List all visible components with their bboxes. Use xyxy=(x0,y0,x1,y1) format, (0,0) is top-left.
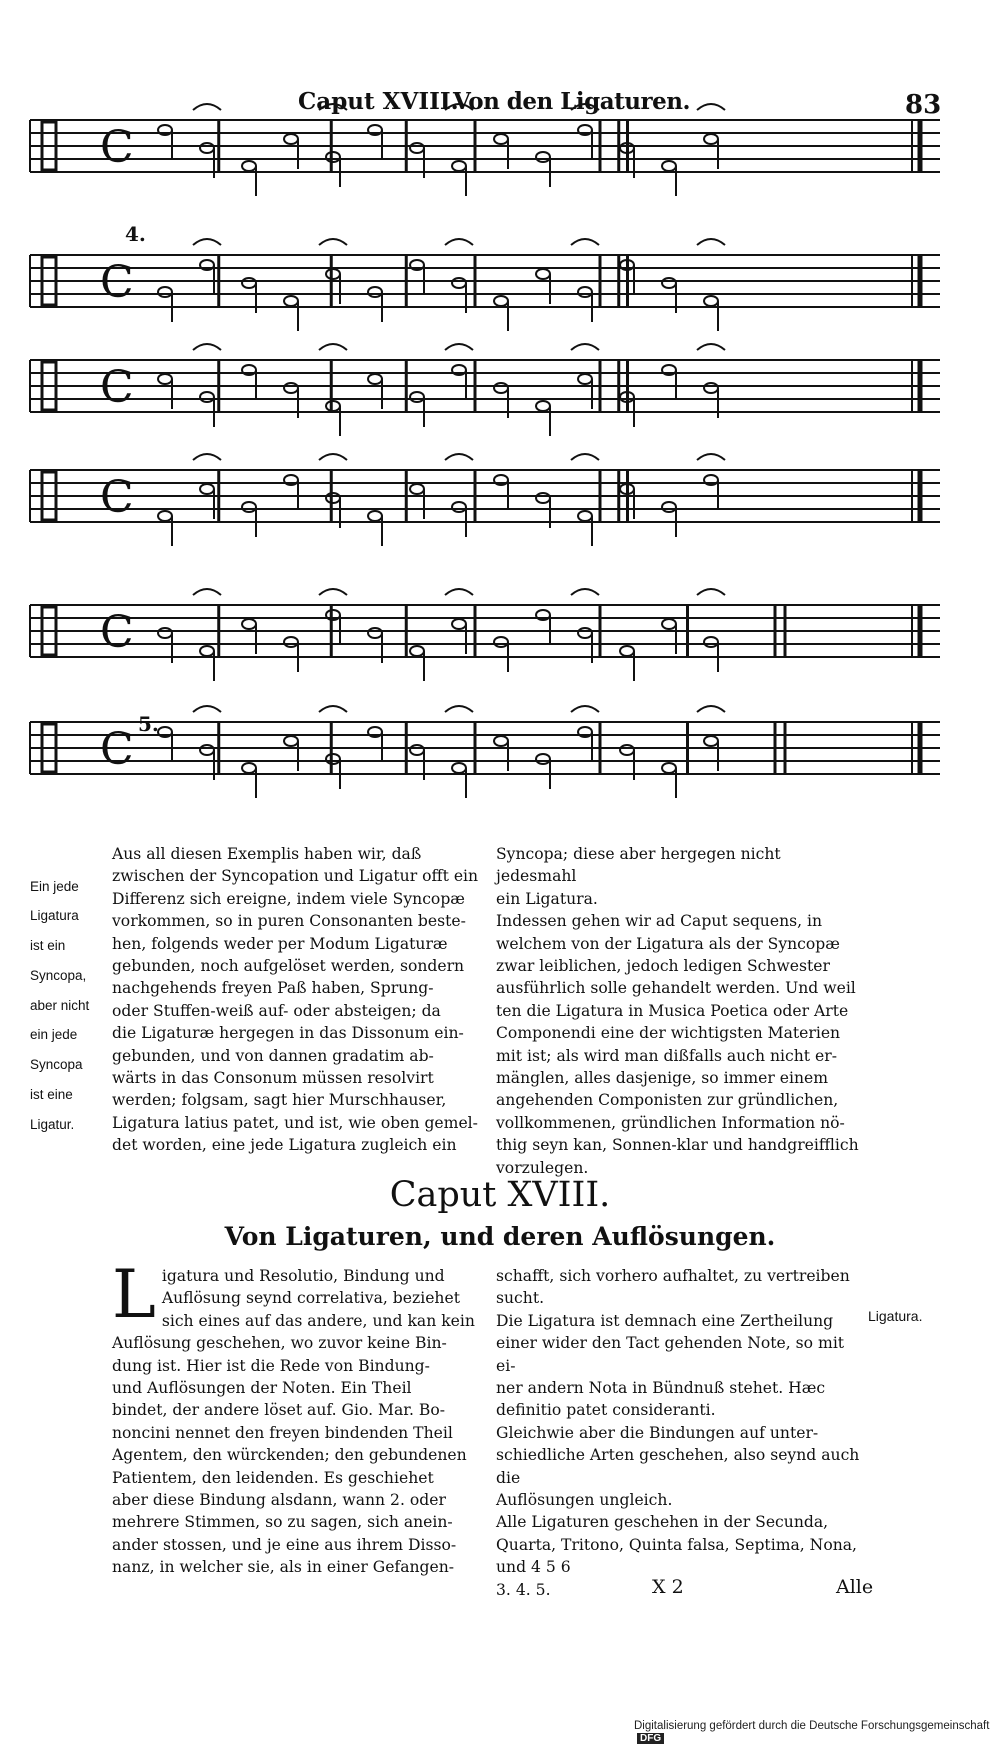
note-head xyxy=(242,278,256,288)
text-column-left xyxy=(112,843,482,1157)
text-line: noncini nennet den freyen bindenden Theil xyxy=(112,1423,453,1442)
tie-arc xyxy=(319,239,347,245)
text-line: bindet, der andere löset auf. Gio. Mar. Bo- xyxy=(112,1401,446,1420)
example-5-label: 5. xyxy=(138,712,159,736)
note-head xyxy=(368,628,382,638)
note-head xyxy=(662,763,676,773)
note-head xyxy=(452,502,466,512)
note-head xyxy=(410,745,424,755)
time-signature-icon: C xyxy=(100,472,134,523)
tie-arc xyxy=(697,344,725,350)
margin-note-line: ist eine xyxy=(30,1087,73,1103)
tie-arc xyxy=(571,706,599,712)
text-line: Die Ligatura ist demnach eine Zertheilung xyxy=(496,1311,834,1330)
tie-arc xyxy=(571,589,599,595)
note-head xyxy=(704,134,718,144)
text-line: einer wider den Tact gehenden Note, so mit ei- xyxy=(496,1334,845,1375)
text-line: schafft, sich vorhero aufhaltet, zu vertreiben xyxy=(496,1267,850,1285)
tie-arc xyxy=(571,454,599,460)
text-line: die Ligaturæ hergegen in das Dissonum ein- xyxy=(112,1024,464,1043)
note-head xyxy=(326,754,340,764)
text-line: Differenz sich ereigne, indem viele Syncopæ xyxy=(112,889,465,908)
text-line: Componendi eine der wichtigsten Materien xyxy=(496,1024,841,1043)
note-head xyxy=(200,745,214,755)
note-head xyxy=(284,383,298,393)
text-line: mit ist; als wird man dißfalls auch nicht er- xyxy=(496,1046,837,1065)
margin-note-line: Syncopa, xyxy=(30,967,87,983)
text-line: Alle Ligaturen geschehen in der Secunda, xyxy=(496,1513,829,1532)
text-line: wärts in das Consonum müssen resolvirt xyxy=(112,1069,434,1088)
tie-arc xyxy=(697,589,725,595)
note-head xyxy=(704,637,718,647)
text-line: oder Stuffen-weiß auf- oder absteigen; da xyxy=(112,1001,441,1020)
note-head xyxy=(536,401,550,411)
note-head xyxy=(662,619,676,629)
tie-arc xyxy=(319,454,347,460)
running-header-title: Von den Ligaturen. xyxy=(453,88,690,115)
chapter-subtitle: Von Ligaturen, und deren Auflösungen. xyxy=(224,1222,776,1251)
text-line: 3. 4. 5. xyxy=(496,1580,551,1599)
text-line: schiedliche Arten geschehen, also seynd auch die xyxy=(496,1446,860,1487)
text-line: Auflösung geschehen, wo zuvor keine Bin- xyxy=(112,1334,447,1353)
text-line: hen, folgends weder per Modum Ligaturæ xyxy=(112,934,448,953)
note-head xyxy=(284,637,298,647)
tie-arc xyxy=(193,239,221,245)
tie-arc xyxy=(319,706,347,712)
time-signature-icon: C xyxy=(100,724,134,775)
note-head xyxy=(578,628,592,638)
note-head xyxy=(200,646,214,656)
text-line: mehrere Stimmen, so zu sagen, sich anein- xyxy=(112,1513,453,1532)
tie-arc xyxy=(445,454,473,460)
text-line: thig seyn kan, Sonnen-klar und handgreifflich xyxy=(496,1136,859,1155)
text-line: ner andern Nota in Bündnuß stehet. Hæc xyxy=(496,1379,826,1398)
text-line: ausführlich solle gehandelt werden. Und weil xyxy=(496,979,856,998)
tie-arc xyxy=(445,104,473,110)
text-line: vorkommen, so in puren Consonanten beste- xyxy=(112,912,466,931)
text-line: und Auflösungen der Noten. Ein Theil xyxy=(112,1379,412,1398)
note-head xyxy=(536,754,550,764)
tie-arc xyxy=(319,344,347,350)
note-head xyxy=(242,161,256,171)
text-line: und 4 5 6 xyxy=(496,1558,571,1577)
note-head xyxy=(578,511,592,521)
tie-arc xyxy=(697,239,725,245)
note-head xyxy=(242,763,256,773)
text-line: Aus all diesen Exemplis haben wir, daß xyxy=(112,845,422,863)
text-line: werden; folgsam, sagt hier Murschhauser, xyxy=(112,1091,447,1110)
tie-arc xyxy=(193,344,221,350)
tie-arc xyxy=(571,344,599,350)
tie-arc xyxy=(193,104,221,110)
time-signature-icon: C xyxy=(100,607,134,658)
signature-mark: X 2 xyxy=(652,1576,684,1598)
note-head xyxy=(494,296,508,306)
catchword: Alle xyxy=(836,1576,874,1598)
note-head xyxy=(494,736,508,746)
note-head xyxy=(452,161,466,171)
margin-note-line: aber nicht xyxy=(30,997,90,1013)
text-column-right xyxy=(496,843,866,1179)
margin-note-line: ist ein xyxy=(30,938,66,954)
tie-arc xyxy=(445,706,473,712)
note-head xyxy=(158,287,172,297)
note-head xyxy=(578,287,592,297)
text-line: vorzulegen. xyxy=(496,1158,589,1177)
tie-arc xyxy=(193,589,221,595)
text-line: angehenden Componisten zur gründlichen, xyxy=(496,1091,839,1110)
note-head xyxy=(200,484,214,494)
dfg-logo: DFG xyxy=(637,1733,664,1744)
time-signature-icon: C xyxy=(100,362,134,413)
text-line: gebunden, und von dannen gradatim ab- xyxy=(112,1046,434,1065)
tie-arc xyxy=(445,589,473,595)
note-head xyxy=(368,511,382,521)
text-line: Agentem, den würckenden; den gebundenen xyxy=(112,1446,467,1465)
note-head xyxy=(326,493,340,503)
note-head xyxy=(536,493,550,503)
tie-arc xyxy=(319,104,347,110)
note-head xyxy=(452,619,466,629)
note-head xyxy=(158,511,172,521)
text-line: Auflösung seynd correlativa, beziehet xyxy=(161,1289,460,1308)
tie-arc xyxy=(571,239,599,245)
tie-arc xyxy=(571,104,599,110)
text-line: nachgehends freyen Paß haben, Sprung- xyxy=(112,979,434,998)
note-head xyxy=(578,374,592,384)
text-line: mänglen, alles dasjenige, so immer einem xyxy=(496,1069,829,1088)
running-header-chapter: Caput XVIII. xyxy=(298,88,459,115)
text-line: Ligatura latius patet, und ist, wie oben gemel- xyxy=(112,1113,478,1132)
note-head xyxy=(368,287,382,297)
tie-arc xyxy=(697,706,725,712)
note-head xyxy=(452,763,466,773)
note-head xyxy=(368,374,382,384)
note-head xyxy=(704,296,718,306)
text-line: sich eines auf das andere, und kan kein xyxy=(161,1311,475,1330)
chapter-left-text xyxy=(112,1256,482,1579)
note-head xyxy=(704,736,718,746)
page-number: 83 xyxy=(905,90,942,120)
example-4-label: 4. xyxy=(125,222,146,246)
text-line: ten die Ligatura in Musica Poetica oder Arte xyxy=(496,1001,849,1020)
note-head xyxy=(158,374,172,384)
text-line: Patientem, den leidenden. Es geschiehet xyxy=(112,1468,434,1487)
note-head xyxy=(662,161,676,171)
text-line: zwar leiblichen, jedoch ledigen Schwester xyxy=(496,957,830,976)
text-line: Quarta, Tritono, Quinta falsa, Septima, Nona, xyxy=(496,1535,858,1554)
note-head xyxy=(620,646,634,656)
tie-arc xyxy=(319,589,347,595)
margin-note-line: Ligatura xyxy=(30,908,79,924)
text-line: dung ist. Hier ist die Rede von Bindung- xyxy=(112,1356,430,1375)
margin-note-line: ein jede xyxy=(30,1027,78,1043)
tie-arc xyxy=(193,454,221,460)
text-line: zwischen der Syncopation und Ligatur offt ein xyxy=(112,867,479,886)
tie-arc xyxy=(697,104,725,110)
note-head xyxy=(494,134,508,144)
text-line: welchem von der Ligatura als der Syncopæ xyxy=(496,934,840,953)
note-head xyxy=(410,484,424,494)
note-head xyxy=(536,269,550,279)
note-head xyxy=(200,392,214,402)
footer-text: Digitalisierung gefördert durch die Deutsche Forschungsgemeinschaft xyxy=(634,1720,990,1732)
text-line: Syncopa; diese aber hergegen nicht jedesmahl xyxy=(496,845,781,886)
text-line: gebunden, noch aufgelöset werden, sondern xyxy=(112,957,465,976)
text-line: Indessen gehen wir ad Caput sequens, in xyxy=(496,912,823,931)
text-line: Auflösungen ungleich. xyxy=(496,1491,673,1510)
text-line: definitio patet consideranti. xyxy=(496,1401,716,1420)
text-line: vollkommenen, gründlichen Information nö- xyxy=(496,1113,845,1132)
text-line: ander stossen, und je eine aus ihrem Disso- xyxy=(112,1535,457,1554)
time-signature-icon: C xyxy=(100,122,134,173)
text-line: ein Ligatura. xyxy=(496,889,598,908)
margin-note-ligatura: Ligatura. xyxy=(868,1308,923,1324)
tie-arc xyxy=(193,706,221,712)
note-head xyxy=(494,383,508,393)
note-head xyxy=(284,736,298,746)
chapter-column-left xyxy=(112,1256,482,1579)
note-head xyxy=(326,269,340,279)
note-head xyxy=(284,134,298,144)
tie-arc xyxy=(445,344,473,350)
note-head xyxy=(536,152,550,162)
margin-note-line: Syncopa xyxy=(30,1057,83,1073)
note-head xyxy=(158,628,172,638)
note-head xyxy=(452,278,466,288)
note-head xyxy=(704,383,718,393)
margin-note-line: Ein jede xyxy=(30,878,79,894)
text-line: aber diese Bindung alsdann, wann 2. oder xyxy=(112,1491,446,1510)
note-head xyxy=(326,401,340,411)
note-head xyxy=(410,392,424,402)
note-head xyxy=(242,502,256,512)
digitization-footer xyxy=(634,1720,1000,1744)
text-line: igatura und Resolutio, Bindung und xyxy=(161,1267,445,1285)
drop-cap: L xyxy=(112,1256,156,1333)
text-line: det worden, eine jede Ligatura zugleich ein xyxy=(112,1136,457,1155)
text-line: sucht. xyxy=(496,1289,545,1308)
chapter-column-right xyxy=(496,1265,866,1601)
note-head xyxy=(326,152,340,162)
note-head xyxy=(620,745,634,755)
note-head xyxy=(662,278,676,288)
note-head xyxy=(242,619,256,629)
text-line: nanz, in welcher sie, als in einer Gefangen- xyxy=(112,1558,455,1577)
chapter-title: Caput XVIII. xyxy=(389,1175,611,1215)
tie-arc xyxy=(697,454,725,460)
time-signature-icon: C xyxy=(100,257,134,308)
note-head xyxy=(410,143,424,153)
note-head xyxy=(284,296,298,306)
note-head xyxy=(410,646,424,656)
note-head xyxy=(494,637,508,647)
note-head xyxy=(200,143,214,153)
margin-note-syncopa xyxy=(30,865,89,1147)
margin-note-line: Ligatur. xyxy=(30,1116,75,1132)
tie-arc xyxy=(445,239,473,245)
text-line: Gleichwie aber die Bindungen auf unter- xyxy=(496,1423,819,1442)
note-head xyxy=(662,502,676,512)
